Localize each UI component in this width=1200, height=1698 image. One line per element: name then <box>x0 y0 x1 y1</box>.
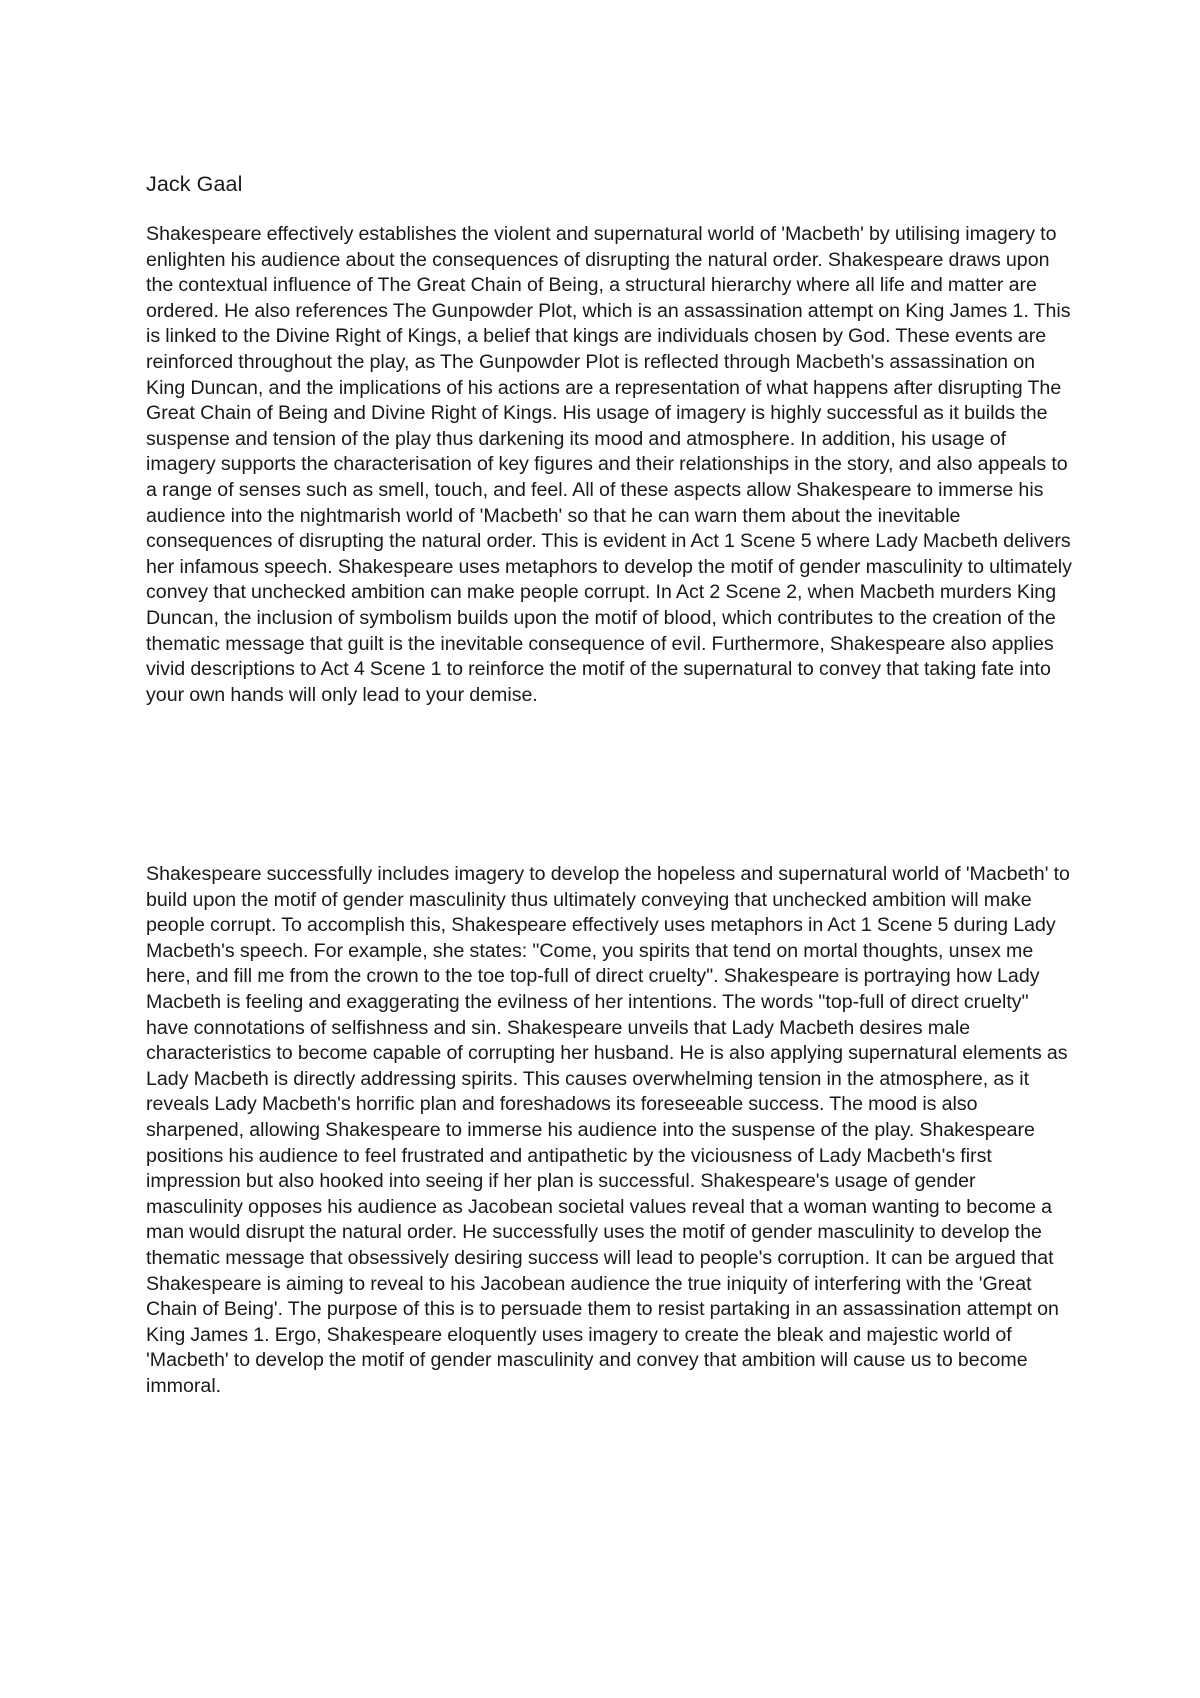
essay-paragraph-introduction: Shakespeare effectively establishes the violent and supernatural world of 'Macbeth' by utilising imagery to enlighten his audience about the consequences of disrupting the natural order. Shakespeare draws upon the contextual influence of The Great Chain of Being, a structural hierarchy where all life and matter are ordered. He also references The Gunpowder Plot, which is an assassination attempt on King James 1. This is linked to the Divine Right of Kings, a belief that kings are individuals chosen by God. These events are reinforced throughout the play, as The Gunpowder Plot is reflected through Macbeth's assassination on King Duncan, and the implications of his actions are a representation of what happens after disrupting The Great Chain of Being and Divine Right of Kings. His usage of imagery is highly successful as it builds the suspense and tension of the play thus darkening its mood and atmosphere. In addition, his usage of imagery supports the characterisation of key figures and their relationships in the story, and also appeals to a range of senses such as smell, touch, and feel. All of these aspects allow Shakespeare to immerse his audience into the nightmarish world of 'Macbeth' so that he can warn them about the inevitable consequences of disrupting the natural order. This is evident in Act 1 Scene 5 where Lady Macbeth delivers her infamous speech. Shakespeare uses metaphors to develop the motif of gender masculinity to ultimately convey that unchecked ambition can make people corrupt. In Act 2 Scene 2, when Macbeth murders King Duncan, the inclusion of symbolism builds upon the motif of blood, which contributes to the creation of the thematic message that guilt is the inevitable consequence of evil. Furthermore, Shakespeare also applies vivid descriptions to Act 4 Scene 1 to reinforce the motif of the supernatural to convey that taking fate into your own hands will only lead to your demise. <box>146 223 1072 706</box>
essay-paragraph-body: Shakespeare successfully includes imagery to develop the hopeless and supernatural world of 'Macbeth' to build upon the motif of gender masculinity thus ultimately conveying that unchecked ambition will make people corrupt. To accomplish this, Shakespeare effectively uses metaphors in Act 1 Scene 5 during Lady Macbeth's speech. For example, she states: "Come, you spirits that tend on mortal thoughts, unsex me here, and fill me from the crown to the toe top-full of direct cruelty". Shakespeare is portraying how Lady Macbeth is feeling and exaggerating the evilness of her intentions. The words "top-full of direct cruelty" have connotations of selfishness and sin. Shakespeare unveils that Lady Macbeth desires male characteristics to become capable of corrupting her husband. He is also applying supernatural elements as Lady Macbeth is directly addressing spirits. This causes overwhelming tension in the atmosphere, as it reveals Lady Macbeth's horrific plan and foreshadows its foreseeable success. The mood is also sharpened, allowing Shakespeare to immerse his audience into the suspense of the play. Shakespeare positions his audience to feel frustrated and antipathetic by the viciousness of Lady Macbeth's first impression but also hooked into seeing if her plan is successful. Shakespeare's usage of gender masculinity opposes his audience as Jacobean societal values reveal that a woman wanting to become a man would disrupt the natural order. He successfully uses the motif of gender masculinity to develop the thematic message that obsessively desiring success will lead to people's corruption. It can be argued that Shakespeare is aiming to reveal to his Jacobean audience the true iniquity of interfering with the 'Great Chain of Being'. The purpose of this is to persuade them to resist partaking in an assassination attempt on King James 1. Ergo, Shakespeare eloquently uses imagery to create the bleak and majestic world of 'Macbeth' to develop the motif of gender masculinity and convey that ambition will cause us to become immoral. <box>146 863 1070 1397</box>
author-name: Jack Gaal <box>146 172 243 196</box>
